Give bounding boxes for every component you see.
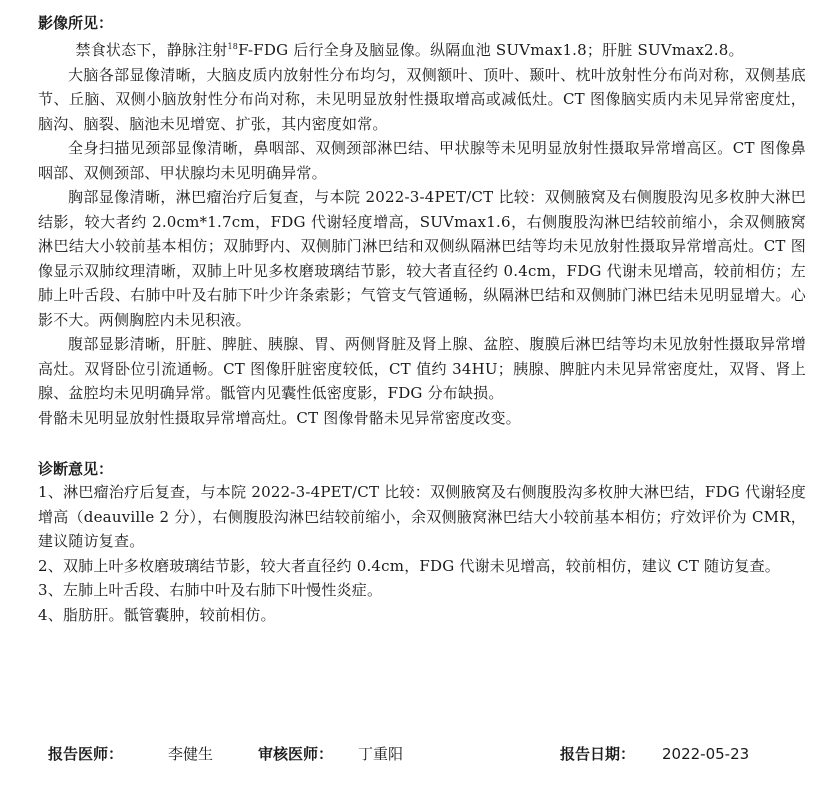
doctor-name: 李健生 xyxy=(168,745,214,763)
date-label: 报告日期： xyxy=(560,745,636,763)
diagnosis-item: 1、淋巴瘤治疗后复查，与本院 2022-3-4PET/CT 比较：双侧腋窝及右侧腹股沟多枚肿大淋巴结，FDG 代谢轻度增高（deauville 2 分），右侧腹股沟淋巴结较前缩小，余双侧腋窝淋巴结大小较前基本相仿；疗效评价为 CMR，建议随访复查。 xyxy=(38,483,806,550)
findings-paragraph-bone: 骨骼未见明显放射性摄取异常增高灶。CT 图像骨骼未见异常密度改变。 xyxy=(38,408,521,427)
diagnosis-heading: 诊断意见： xyxy=(38,460,114,478)
diagnosis-item: 3、左肺上叶舌段、右肺中叶及右肺下叶慢性炎症。 xyxy=(38,581,383,599)
report-date: 2022-05-23 xyxy=(662,745,750,763)
isotope-superscript: 18 xyxy=(227,42,239,51)
reviewer-label: 审核医师： xyxy=(258,745,334,763)
diagnosis-item: 2、双肺上叶多枚磨玻璃结节影，较大者直径约 0.4cm，FDG 代谢未见增高，较前相仿，建议 CT 随访复查。 xyxy=(38,556,780,575)
reviewer-name: 丁重阳 xyxy=(358,745,404,763)
protocol-text-a: 禁食状态下，静脉注射 xyxy=(75,41,228,59)
findings-paragraph-protocol xyxy=(38,38,806,63)
protocol-text-b: F-FDG 后行全身及脑显像。纵隔血池 SUVmax1.8；肝脏 SUVmax2.8。 xyxy=(238,41,744,59)
findings-section xyxy=(38,38,806,430)
diagnosis-section xyxy=(38,480,806,627)
findings-paragraph-abdomen: 腹部显影清晰，肝脏、脾脏、胰腺、胃、两侧肾脏及肾上腺、盆腔、腹膜后淋巴结等均未见放射性摄取异常增高灶。双肾卧位引流通畅。CT 图像肝脏密度较低，CT 值约 34HU；胰腺、脾脏内未见异常密度灶，双肾、肾上腺、盆腔均未见明确异常。骶管内见囊性低密度影，FDG 分布缺损。 xyxy=(38,335,806,402)
doctor-label: 报告医师： xyxy=(48,745,124,763)
report-body xyxy=(38,12,806,627)
diagnosis-item: 4、脂肪肝。骶管囊肿，较前相仿。 xyxy=(38,605,276,624)
report-footer xyxy=(0,742,828,766)
findings-paragraph-neck: 全身扫描见颈部显像清晰，鼻咽部、双侧颈部淋巴结、甲状腺等未见明显放射性摄取异常增高区。CT 图像鼻咽部、双侧颈部、甲状腺均未见明确异常。 xyxy=(38,139,806,182)
findings-paragraph-chest: 胸部显像清晰，淋巴瘤治疗后复查，与本院 2022-3-4PET/CT 比较：双侧腋窝及右侧腹股沟见多枚肿大淋巴结影，较大者约 2.0cm*1.7cm，FDG 代谢轻度增高，SUVmax1.6，右侧腹股沟淋巴结较前缩小，余双侧腋窝淋巴结大小较前基本相仿；双肺野内、双侧肺门淋巴结和双侧纵隔淋巴结等均未见放射性摄取异常增高灶。CT 图像显示双肺纹理清晰，双肺上叶见多枚磨玻璃结节影，较大者直径约 0.4cm，FDG 代谢未见增高，较前相仿；左肺上叶舌段、右肺中叶及右肺下叶少许条索影；气管支气管通畅，纵隔淋巴结和双侧肺门淋巴结未见明显增大。心影不大。两侧胸腔内未见积液。 xyxy=(38,188,806,329)
findings-heading: 影像所见： xyxy=(38,14,114,32)
findings-paragraph-brain: 大脑各部显像清晰，大脑皮质内放射性分布均匀，双侧额叶、顶叶、颞叶、枕叶放射性分布尚对称，双侧基底节、丘脑、双侧小脑放射性分布尚对称，未见明显放射性摄取增高或减低灶。CT 图像脑实质内未见异常密度灶，脑沟、脑裂、脑池未见增宽、扩张，其内密度如常。 xyxy=(38,65,806,133)
